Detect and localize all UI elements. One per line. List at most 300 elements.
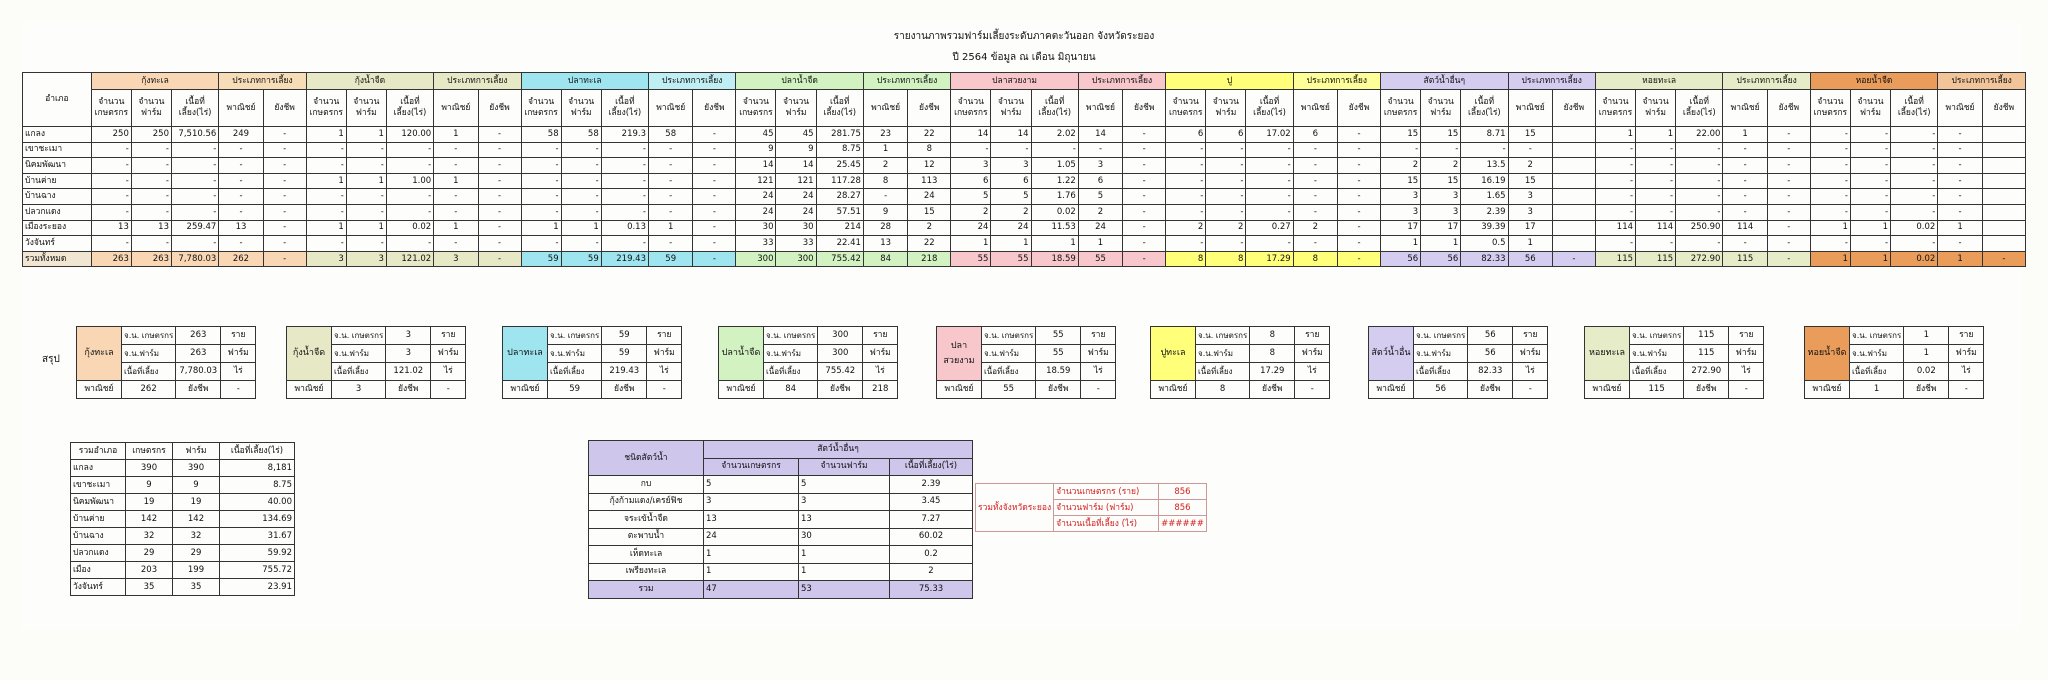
summary-label: สรุป <box>42 354 60 365</box>
summary-box <box>1584 326 1764 399</box>
data-cell: 6 <box>1166 127 1206 143</box>
data-cell: - <box>346 189 386 205</box>
category-header: ประเภทการเลี้ยง <box>219 73 306 90</box>
district-name: เขาชะเมา <box>23 142 92 158</box>
column-header: ยังชีพ <box>263 90 306 127</box>
data-cell: 114 <box>1636 220 1676 236</box>
column-header: จำนวน ฟาร์ม <box>561 90 601 127</box>
data-cell: - <box>601 204 648 220</box>
summary-row-label: จ.น. เกษตรกร <box>1630 327 1684 345</box>
column-header: จำนวน ฟาร์ม <box>1421 90 1461 127</box>
summary-value: 219.43 <box>602 363 647 381</box>
data-cell: - <box>1123 173 1166 189</box>
data-cell: - <box>1938 173 1982 189</box>
data-cell: - <box>478 158 521 174</box>
column-header: พาณิชย์ <box>434 90 478 127</box>
total-cell: 755.42 <box>816 251 863 267</box>
data-cell <box>1552 204 1595 220</box>
summary-unit: ฟาร์ม <box>1729 345 1764 363</box>
summary-row-label: เนื้อที่เลี้ยง <box>1414 363 1468 381</box>
data-cell: 22.41 <box>816 236 863 252</box>
data-cell: - <box>1338 173 1381 189</box>
other-cell: 1 <box>799 546 890 564</box>
data-cell: 1 <box>1595 127 1635 143</box>
summary-row-label: เนื้อที่เลี้ยง <box>1630 363 1684 381</box>
summary-value: 272.90 <box>1684 363 1729 381</box>
data-cell: - <box>1246 173 1293 189</box>
subsistence-label: ยังชีพ <box>818 381 863 399</box>
summary-box-name: ปลาทะเล <box>503 327 548 381</box>
data-cell: - <box>649 142 693 158</box>
other-cell: 3 <box>799 493 890 511</box>
data-cell: 5 <box>951 189 991 205</box>
summary-box-table <box>76 326 256 399</box>
summary-box <box>1368 326 1548 399</box>
column-header: จำนวน ฟาร์ม <box>776 90 816 127</box>
data-cell: 2 <box>1166 220 1206 236</box>
data-cell: - <box>1338 236 1381 252</box>
data-cell: 6 <box>1293 127 1337 143</box>
district-name: แกลง <box>23 127 92 143</box>
data-cell: - <box>1723 158 1767 174</box>
data-cell: 3 <box>1421 204 1461 220</box>
data-cell: - <box>306 204 346 220</box>
commercial-label: พาณิชย์ <box>1151 381 1196 399</box>
district-header: อำเภอ <box>23 73 92 127</box>
category-header: ประเภทการเลี้ยง <box>649 73 736 90</box>
summary-unit: ฟาร์ม <box>1949 345 1984 363</box>
summary-row-label: เนื้อที่เลี้ยง <box>1196 363 1250 381</box>
district-name: วังจันทร์ <box>23 236 92 252</box>
data-cell: - <box>478 142 521 158</box>
data-cell: - <box>131 173 171 189</box>
data-cell <box>1982 127 2025 143</box>
province-row-value: 856 <box>1159 500 1207 516</box>
data-cell: 24 <box>908 189 951 205</box>
other-cell: 13 <box>704 511 799 529</box>
table-row <box>23 142 2026 158</box>
data-cell: - <box>346 142 386 158</box>
district-summary-cell: 755.72 <box>220 562 295 579</box>
other-cell: 2.39 <box>890 476 973 494</box>
table-row <box>589 528 973 546</box>
data-cell: 0.02 <box>1031 204 1078 220</box>
total-row <box>589 581 973 599</box>
data-cell: - <box>561 189 601 205</box>
province-row-label: จำนวนเนื้อที่เลี้ยง (ไร่) <box>1054 516 1159 532</box>
summary-unit: ราย <box>1295 327 1330 345</box>
data-cell: - <box>1166 142 1206 158</box>
summary-box-table <box>718 326 898 399</box>
table-row <box>23 220 2026 236</box>
total-cell: 55 <box>991 251 1031 267</box>
district-summary-header: เกษตรกร <box>126 443 173 460</box>
data-cell: - <box>434 204 478 220</box>
district-summary-cell: 31.67 <box>220 528 295 545</box>
commercial-label: พาณิชย์ <box>1805 381 1850 399</box>
table-row <box>589 493 973 511</box>
data-cell: - <box>91 236 131 252</box>
district-summary-cell: 29 <box>126 545 173 562</box>
summary-row-label: จ.น. เกษตรกร <box>1414 327 1468 345</box>
table-row <box>23 127 2026 143</box>
data-cell: - <box>601 142 648 158</box>
data-cell: - <box>649 236 693 252</box>
data-cell: - <box>1206 204 1246 220</box>
data-cell: - <box>1166 204 1206 220</box>
data-cell: 13 <box>219 220 263 236</box>
data-cell: 1 <box>863 142 907 158</box>
data-cell: 15 <box>1421 173 1461 189</box>
total-cell: 17.29 <box>1246 251 1293 267</box>
subsistence-label: ยังชีพ <box>1468 381 1513 399</box>
total-cell: 59 <box>521 251 561 267</box>
data-cell: - <box>1123 220 1166 236</box>
summary-unit: ราย <box>1513 327 1548 345</box>
summary-unit: ฟาร์ม <box>1295 345 1330 363</box>
data-cell: 14 <box>951 127 991 143</box>
commercial-value: 59 <box>548 381 602 399</box>
data-cell: - <box>601 173 648 189</box>
district-summary-cell: 29 <box>173 545 220 562</box>
data-cell: 2 <box>1381 158 1421 174</box>
data-cell: 114 <box>1595 220 1635 236</box>
data-cell: - <box>1636 142 1676 158</box>
report-title: รายงานภาพรวมฟาร์มเลี้ยงระดับภาคตะวันออก จังหวัดระยอง <box>893 31 1155 42</box>
data-cell: 8 <box>908 142 951 158</box>
district-summary-header: รวมอำเภอ <box>71 443 126 460</box>
category-header: ประเภทการเลี้ยง <box>1723 73 1810 90</box>
column-header: พาณิชย์ <box>1508 90 1552 127</box>
other-cell: เห็ดทะเล <box>589 546 704 564</box>
data-cell: 3 <box>991 158 1031 174</box>
data-cell: 30 <box>776 220 816 236</box>
district-summary-cell: 19 <box>173 494 220 511</box>
data-cell: - <box>131 158 171 174</box>
data-cell: - <box>1246 142 1293 158</box>
data-cell: 24 <box>951 220 991 236</box>
data-cell: - <box>346 236 386 252</box>
data-cell: 0.5 <box>1461 236 1508 252</box>
province-total-box <box>975 483 1207 532</box>
other-cell: 0.2 <box>890 546 973 564</box>
data-cell: - <box>693 142 736 158</box>
data-cell: - <box>1676 204 1723 220</box>
district-name: บ้านฉาง <box>23 189 92 205</box>
subsistence-value: - <box>1949 381 1984 399</box>
data-cell: - <box>434 158 478 174</box>
category-header: ประเภทการเลี้ยง <box>863 73 950 90</box>
data-cell: - <box>561 173 601 189</box>
data-cell: 3 <box>1421 189 1461 205</box>
data-cell <box>1552 236 1595 252</box>
data-cell: - <box>478 173 521 189</box>
subsistence-value: - <box>1081 381 1116 399</box>
data-cell: 0.02 <box>386 220 433 236</box>
summary-unit: ราย <box>1949 327 1984 345</box>
commercial-value: 262 <box>122 381 176 399</box>
data-cell: 1.76 <box>1031 189 1078 205</box>
summary-box-name: กุ้งน้ำจืด <box>287 327 332 381</box>
data-cell: 2 <box>1508 158 1552 174</box>
data-cell: 28.27 <box>816 189 863 205</box>
group-header: กุ้งทะเล <box>91 73 219 90</box>
summary-value: 300 <box>818 345 863 363</box>
data-cell: 9 <box>863 204 907 220</box>
table-row <box>589 511 973 529</box>
data-cell: - <box>386 189 433 205</box>
province-row-label: จำนวนเกษตรกร (ราย) <box>1054 484 1159 500</box>
summary-row-label: จ.น. เกษตรกร <box>1850 327 1904 345</box>
data-cell: - <box>171 236 218 252</box>
table-row <box>71 477 295 494</box>
other-type-header: ชนิดสัตว์น้ำ <box>589 441 704 476</box>
data-cell: - <box>649 189 693 205</box>
other-cell: 7.27 <box>890 511 973 529</box>
data-cell: 28 <box>863 220 907 236</box>
data-cell: - <box>561 236 601 252</box>
table-row <box>71 545 295 562</box>
data-cell: - <box>1676 158 1723 174</box>
data-cell: 1 <box>1508 236 1552 252</box>
data-cell: 14 <box>1078 127 1122 143</box>
summary-box-table <box>502 326 682 399</box>
total-cell: 3 <box>346 251 386 267</box>
data-cell: - <box>1338 204 1381 220</box>
summary-box <box>1150 326 1330 399</box>
table-row <box>71 579 295 596</box>
data-cell: - <box>219 142 263 158</box>
data-cell: - <box>1338 142 1381 158</box>
subsistence-label: ยังชีพ <box>1036 381 1081 399</box>
summary-value: 18.59 <box>1036 363 1081 381</box>
data-cell: - <box>131 204 171 220</box>
data-cell: 14 <box>736 158 776 174</box>
data-cell: 58 <box>521 127 561 143</box>
data-cell: 14 <box>991 127 1031 143</box>
other-cell: 5 <box>704 476 799 494</box>
data-cell: 9 <box>776 142 816 158</box>
commercial-label: พาณิชย์ <box>1585 381 1630 399</box>
data-cell: 1 <box>1636 127 1676 143</box>
summary-row-label: จ.น.ฟาร์ม <box>122 345 176 363</box>
data-cell: 1.65 <box>1461 189 1508 205</box>
data-cell: 214 <box>816 220 863 236</box>
district-summary-cell: 19 <box>126 494 173 511</box>
column-header: จำนวน เกษตรกร <box>91 90 131 127</box>
summary-unit: ฟาร์ม <box>431 345 466 363</box>
summary-value: 17.29 <box>1250 363 1295 381</box>
data-cell: - <box>1206 158 1246 174</box>
data-cell: 8 <box>863 173 907 189</box>
data-cell: 1 <box>306 220 346 236</box>
table-row <box>23 236 2026 252</box>
summary-value: 3 <box>386 327 431 345</box>
summary-unit: ไร่ <box>1295 363 1330 381</box>
data-cell: - <box>863 189 907 205</box>
data-cell: - <box>263 173 306 189</box>
data-cell: - <box>306 142 346 158</box>
data-cell: - <box>171 204 218 220</box>
table-row <box>23 173 2026 189</box>
summary-value: 59 <box>602 345 647 363</box>
data-cell: 58 <box>649 127 693 143</box>
summary-row-label: เนื้อที่เลี้ยง <box>548 363 602 381</box>
data-cell: - <box>1938 158 1982 174</box>
data-cell: 1 <box>434 220 478 236</box>
district-summary-cell: 134.69 <box>220 511 295 528</box>
summary-box <box>936 326 1116 399</box>
table-row <box>71 511 295 528</box>
column-header: พาณิชย์ <box>863 90 907 127</box>
data-cell: - <box>1891 204 1938 220</box>
summary-row-label: จ.น.ฟาร์ม <box>982 345 1036 363</box>
other-cell: 3 <box>704 493 799 511</box>
data-cell: - <box>1636 236 1676 252</box>
data-cell: 250 <box>91 127 131 143</box>
summary-value: 8 <box>1250 327 1295 345</box>
summary-unit: ราย <box>221 327 256 345</box>
data-cell: 17.02 <box>1246 127 1293 143</box>
data-cell: - <box>478 204 521 220</box>
data-cell: - <box>346 204 386 220</box>
column-header: จำนวน เกษตรกร <box>1166 90 1206 127</box>
summary-unit: ราย <box>1081 327 1116 345</box>
subsistence-label: ยังชีพ <box>1250 381 1295 399</box>
data-cell: - <box>1031 142 1078 158</box>
data-cell: 121 <box>776 173 816 189</box>
data-cell: - <box>91 189 131 205</box>
summary-box-name: ปลา สวยงาม <box>937 327 982 381</box>
summary-row-label: จ.น. เกษตรกร <box>764 327 818 345</box>
data-cell: - <box>1767 220 1810 236</box>
district-summary-header: ฟาร์ม <box>173 443 220 460</box>
data-cell: 57.51 <box>816 204 863 220</box>
data-cell: - <box>219 158 263 174</box>
data-cell: - <box>1338 127 1381 143</box>
total-cell: 218 <box>908 251 951 267</box>
other-cell: 1 <box>799 563 890 581</box>
subsistence-label: ยังชีพ <box>386 381 431 399</box>
data-cell: - <box>649 173 693 189</box>
summary-box-name: หอยน้ำจืด <box>1805 327 1850 381</box>
summary-unit: ฟาร์ม <box>863 345 898 363</box>
data-cell: - <box>561 158 601 174</box>
data-cell: 1 <box>346 173 386 189</box>
summary-value: 1 <box>1904 327 1949 345</box>
summary-row-label: จ.น. เกษตรกร <box>982 327 1036 345</box>
data-cell: 24 <box>776 204 816 220</box>
other-cell: 24 <box>704 528 799 546</box>
data-cell: - <box>991 142 1031 158</box>
table-row <box>589 546 973 564</box>
data-cell: - <box>561 204 601 220</box>
data-cell <box>1982 236 2025 252</box>
data-cell: 2 <box>991 204 1031 220</box>
district-summary-table <box>70 442 295 596</box>
data-cell: 5 <box>991 189 1031 205</box>
data-cell: 1 <box>1031 236 1078 252</box>
summary-value: 300 <box>818 327 863 345</box>
data-cell: 1 <box>1938 220 1982 236</box>
other-sub-header: เนื้อที่เลี้ยง(ไร่) <box>890 458 973 476</box>
data-cell: 12 <box>908 158 951 174</box>
data-cell <box>1552 189 1595 205</box>
other-sub-header: จำนวนฟาร์ม <box>799 458 890 476</box>
data-cell: 1 <box>1723 127 1767 143</box>
commercial-value: 56 <box>1414 381 1468 399</box>
data-cell: 2.02 <box>1031 127 1078 143</box>
data-cell: - <box>521 158 561 174</box>
data-cell: - <box>601 236 648 252</box>
summary-box-table <box>1150 326 1330 399</box>
data-cell: 1 <box>649 220 693 236</box>
data-cell: - <box>1810 127 1850 143</box>
data-cell: - <box>263 142 306 158</box>
total-cell: 3 <box>434 251 478 267</box>
data-cell: 24 <box>1078 220 1122 236</box>
data-cell: - <box>219 236 263 252</box>
data-cell: - <box>693 220 736 236</box>
data-cell <box>1552 173 1595 189</box>
data-cell: - <box>386 158 433 174</box>
district-summary-cell: 23.91 <box>220 579 295 596</box>
data-cell: 1 <box>346 220 386 236</box>
column-header: เนื้อที่ เลี้ยง(ไร่) <box>1461 90 1508 127</box>
total-cell: 18.59 <box>1031 251 1078 267</box>
summary-box-table <box>1368 326 1548 399</box>
subsistence-value: - <box>1729 381 1764 399</box>
district-name: บ้านค่าย <box>23 173 92 189</box>
data-cell: - <box>1767 236 1810 252</box>
summary-row-label: จ.น.ฟาร์ม <box>1414 345 1468 363</box>
data-cell: 15 <box>1421 127 1461 143</box>
data-cell: - <box>1767 173 1810 189</box>
data-cell: 23 <box>863 127 907 143</box>
data-cell: - <box>219 173 263 189</box>
summary-unit: ไร่ <box>1513 363 1548 381</box>
data-cell: - <box>1810 189 1850 205</box>
district-summary-cell: ปลวกแดง <box>71 545 126 562</box>
summary-value: 55 <box>1036 345 1081 363</box>
commercial-value: 55 <box>982 381 1036 399</box>
total-cell: - <box>263 251 306 267</box>
district-summary-cell: 390 <box>126 460 173 477</box>
table-row <box>71 460 295 477</box>
data-cell: - <box>1891 158 1938 174</box>
data-cell: - <box>346 158 386 174</box>
data-cell: 3 <box>1508 189 1552 205</box>
summary-value: 115 <box>1684 345 1729 363</box>
summary-unit: ไร่ <box>1081 363 1116 381</box>
data-cell <box>1552 127 1595 143</box>
district-summary-cell: นิคมพัฒนา <box>71 494 126 511</box>
data-cell: 24 <box>736 204 776 220</box>
data-cell: - <box>521 142 561 158</box>
other-sub-header: จำนวนเกษตรกร <box>704 458 799 476</box>
summary-row-label: จ.น. เกษตรกร <box>548 327 602 345</box>
data-cell: - <box>601 189 648 205</box>
summary-row-label: จ.น.ฟาร์ม <box>548 345 602 363</box>
data-cell: 1 <box>1421 236 1461 252</box>
commercial-label: พาณิชย์ <box>937 381 982 399</box>
column-header: ยังชีพ <box>908 90 951 127</box>
total-cell: 262 <box>219 251 263 267</box>
data-cell: - <box>561 142 601 158</box>
total-cell: 8 <box>1166 251 1206 267</box>
data-cell: 114 <box>1723 220 1767 236</box>
total-cell: - <box>1123 251 1166 267</box>
